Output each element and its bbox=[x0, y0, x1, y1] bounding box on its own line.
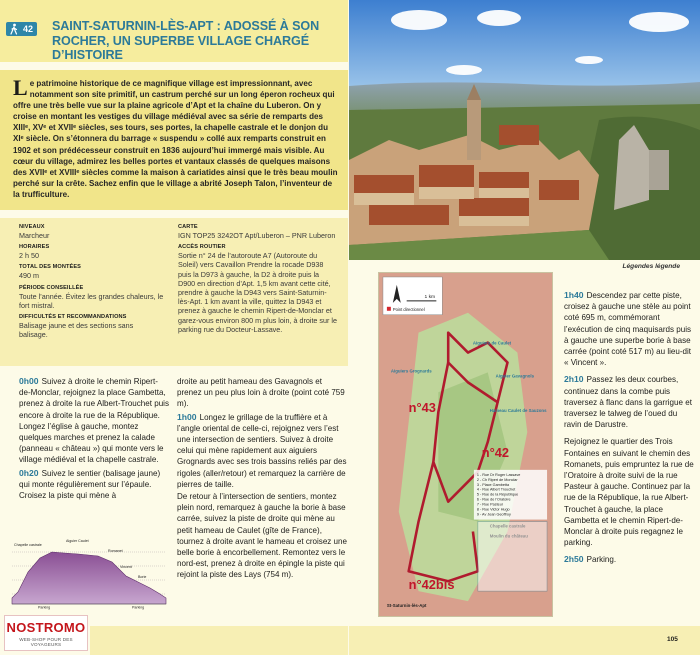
page-number: 105 bbox=[667, 636, 678, 643]
step-text: Suivez le sentier (balisage jaune) qui monte régulièrement sur l’épaule. Croisez la piste qui mène à bbox=[19, 468, 161, 501]
step-time: 2h10 bbox=[564, 374, 584, 385]
info-value: 2 h 50 bbox=[19, 251, 39, 261]
profile-label: Parking bbox=[38, 605, 51, 610]
info-label: HORAIRES bbox=[19, 244, 50, 251]
map-place-label: Aiguiers de Caulet bbox=[472, 340, 512, 346]
info-value: Sortie n° 24 de l’autoroute A7 (Autoroute du Soleil) vers Cavaillon Prendre la rocade D938 puis la D973 à gauche, la D2 à droite puis la D900 en direction d’Apt. 1,5 km avant cette cité, prendre à gauche la D943 vers Saint-Saturnin-lès-Apt. 1 km avant la ville, quittez la D943 et prenez à gauche le chemin Ripert-de-Monclar et garez-vous environ 800 m plus loin, à droite sur le parking rue du Docteur-Lassave. bbox=[178, 251, 338, 334]
step-1h00 bbox=[177, 412, 347, 581]
intro-box bbox=[0, 70, 348, 210]
nostromo-logo bbox=[4, 615, 88, 651]
route-label-42: n°42 bbox=[481, 444, 510, 460]
route-label-43: n°43 bbox=[408, 400, 436, 416]
steps-column-left bbox=[19, 376, 169, 503]
info-carte bbox=[178, 224, 338, 240]
street-item: 1 - Rue Dr Roger Lassave bbox=[476, 472, 521, 477]
profile-label: Chapelle castrale bbox=[14, 543, 42, 547]
map-place-label: St-Saturnin-lès-Apt bbox=[386, 603, 427, 609]
route-number-badge bbox=[6, 22, 37, 36]
info-label: DIFFICULTÉS ET RECOMMANDATIONS bbox=[19, 314, 127, 321]
info-horaires bbox=[19, 244, 164, 260]
step-time: 0h00 bbox=[19, 376, 39, 386]
step-0h20-continued bbox=[177, 376, 347, 410]
practical-info-box bbox=[0, 218, 348, 366]
step-text: droite au petit hameau des Gavagnols et prenez un peu plus loin à droite (point coté 759 m). bbox=[177, 377, 345, 409]
village-photo bbox=[349, 0, 700, 260]
profile-label: Parking bbox=[132, 605, 145, 610]
info-niveaux bbox=[19, 224, 164, 240]
intro-text bbox=[13, 75, 339, 200]
step-0h00 bbox=[19, 376, 169, 466]
info-value: Marcheur bbox=[19, 231, 50, 240]
logo-name: NOSTROMO bbox=[6, 620, 86, 635]
page-title: SAINT-SATURNIN-LÈS-APT : ADOSSÉ À SON ROCHER, UN SUPERBE VILLAGE CHARGÉ D’HISTOIRE bbox=[52, 19, 320, 62]
step-text: De retour à l’intersection de sentiers, montez plein nord, remarquez à gauche la borie à base carrée, suivez la piste de droite qui mène au petit hameau de Caulet (gîte de France), tournez à droite avant le hameau et croisez une belle borie à encorbellement. Remontez vers le nord-est, prenez à droite en épingle la piste qui rejoint la piste des Lays (754 m). bbox=[177, 492, 347, 580]
photo-caption: Légendes légende bbox=[622, 263, 680, 270]
step-time: 2h50 bbox=[564, 554, 584, 565]
steps-column-middle bbox=[177, 376, 347, 583]
map-scale-label: 1 km bbox=[424, 294, 436, 300]
info-value: IGN TOP25 3242OT Apt/Luberon – PNR Luberon bbox=[178, 231, 336, 240]
map-street-list bbox=[474, 470, 547, 520]
street-item: 6 - Rue de l’Oratoire bbox=[476, 497, 511, 502]
profile-label: Vincent bbox=[120, 565, 132, 569]
map-legend: Point directionnel bbox=[392, 306, 425, 312]
steps-column-right bbox=[564, 290, 694, 572]
route-number: 42 bbox=[23, 24, 34, 34]
profile-label: Romanet bbox=[108, 549, 123, 553]
dropcap: L bbox=[13, 75, 28, 100]
info-label: ACCÈS ROUTIER bbox=[178, 244, 226, 251]
map-scale bbox=[383, 277, 442, 315]
info-value: Toute l’année. Évitez les grandes chaleurs, le fort mistral. bbox=[19, 291, 164, 310]
step-time: 0h20 bbox=[19, 467, 39, 478]
info-label: CARTE bbox=[178, 224, 198, 230]
info-montees bbox=[19, 264, 164, 280]
info-column-right bbox=[178, 224, 338, 338]
step-text: Descendez par cette piste, croisez à gauche une stèle au point coté 695 m, commémorant l’exécution de cinq maquisards puis à gauche une superbe borie à base carrée (point coté 517 m) au lieu-dit « Vincent ». bbox=[564, 291, 692, 368]
step-2h10-continued bbox=[564, 436, 694, 548]
footer-band-right bbox=[349, 626, 700, 655]
street-item: 5 - Rue de la République bbox=[476, 492, 519, 497]
info-difficultes bbox=[19, 314, 164, 339]
street-item: 2 - Ch Ripert de Monclar bbox=[476, 477, 518, 482]
info-value: 490 m bbox=[19, 271, 39, 281]
step-text: Parking. bbox=[586, 555, 617, 565]
step-1h40 bbox=[564, 290, 694, 368]
info-value: Balisage jaune et des sections sans balisage. bbox=[19, 321, 134, 340]
info-label: NIVEAUX bbox=[19, 224, 45, 230]
street-item: 4 - Rue Albert Trouchet bbox=[476, 487, 516, 492]
footer-band-left bbox=[90, 626, 348, 655]
step-2h10 bbox=[564, 374, 694, 430]
step-time: 1h40 bbox=[564, 290, 584, 300]
street-item: 7 - Rue Pasteur bbox=[476, 502, 504, 507]
profile-label: Aiguier Caulet bbox=[66, 539, 89, 543]
info-label: PÉRIODE CONSEILLÉE bbox=[19, 284, 84, 291]
info-column-left bbox=[19, 224, 164, 343]
profile-label: Borie bbox=[138, 575, 147, 579]
street-item: 3 - Place Gambetta bbox=[476, 482, 510, 487]
step-2h50 bbox=[564, 554, 694, 565]
info-periode bbox=[19, 285, 164, 310]
hiker-icon bbox=[8, 23, 20, 35]
step-text: Suivez à droite le chemin Ripert-de-Monclar, rejoignez la place Gambetta, prenez à droite la rue Albert-Trouchet puis encore à droite la rue de la République. Longez l’église à gauche, montez quelques marches et prenez la calade (panneau « château ») qui monte vers le village médiéval et la chapelle castrale. bbox=[19, 377, 169, 465]
info-acces bbox=[178, 244, 338, 334]
step-text: Longez le grillage de la truffière et à l’angle oriental de celle-ci, rejoignez vers l’est une intersection de sentiers. Suivez à droite celui qui mène rapidement aux aiguiers Grognards avec ses trois bassins reliés par des rigoles (aller/retour) et remarquez la carrière de pierres de taille. bbox=[177, 412, 347, 489]
step-time: 1h00 bbox=[177, 411, 197, 422]
route-label-42bis: n°42bis bbox=[408, 577, 455, 593]
logo-tagline: WEB-SHOP POUR DES VOYAGEURS bbox=[19, 637, 73, 647]
map-place-label: Hameau Caulet de Sauzons bbox=[489, 408, 547, 414]
step-text: Passez les deux courbes, continuez dans la combe puis traversez à flanc dans la garrigue et traversez le talweg de l’oued du ravin de Darustre. bbox=[564, 375, 692, 430]
intro-body: e patrimoine historique de ce magnifique village est impressionnant, avec notamment son site primitif, un castrum perché sur un long éperon rocheux qui offre une très belle vue sur la plaine agricole d’Apt et la chaîne du Luberon. On y croise en montant les vestiges du village médiéval avec sa série de remparts des XIIIᵉ, XVᵉ et XVIIᵉ siècles, ses tours, ses portes, la chapelle castrale et le donjon du XIᵉ siècle. On s’étonnera du barrage « suspendu » collé aux remparts construit en 1902 et son prédécesseur construit en 1836 aujourd’hui immergé mais visible. Au cœur du village, admirez les belles portes et vantaux classés de quelques maisons des XVIIᵉ et XVIIIᵉ siècles comme la maison à cariatides ainsi que le très beau moulin perché sur la crête. Sachez enfin que le village a abrité Joseph Talon, l’inventeur de la trufficulture. bbox=[13, 79, 338, 199]
map-place-label: Aiguiers Grognards bbox=[390, 368, 432, 374]
step-0h20 bbox=[19, 468, 169, 502]
title-band bbox=[0, 0, 348, 62]
step-text: Rejoignez le quartier des Trois Fontaines en suivant le chemin des Romanets, puis empruntez la rue de l’Oratoire à droite suivi de la rue Pasteur à gauche. Continuez par la rue de la République, la rue Albert-Trouchet à gauche, la place Gambetta et le chemin Ripert-de-Monclar à droite puis regagnez le parking. bbox=[564, 437, 694, 548]
street-item: 9 - Av Jean Geoffroy bbox=[476, 512, 511, 517]
info-label: TOTAL DES MONTÉES bbox=[19, 264, 81, 271]
map-place-label: Aiguier Gavagnols bbox=[495, 373, 535, 379]
route-map bbox=[378, 272, 553, 617]
street-item: 8 - Rue Victor Hugo bbox=[476, 507, 510, 512]
elevation-profile bbox=[8, 532, 168, 610]
